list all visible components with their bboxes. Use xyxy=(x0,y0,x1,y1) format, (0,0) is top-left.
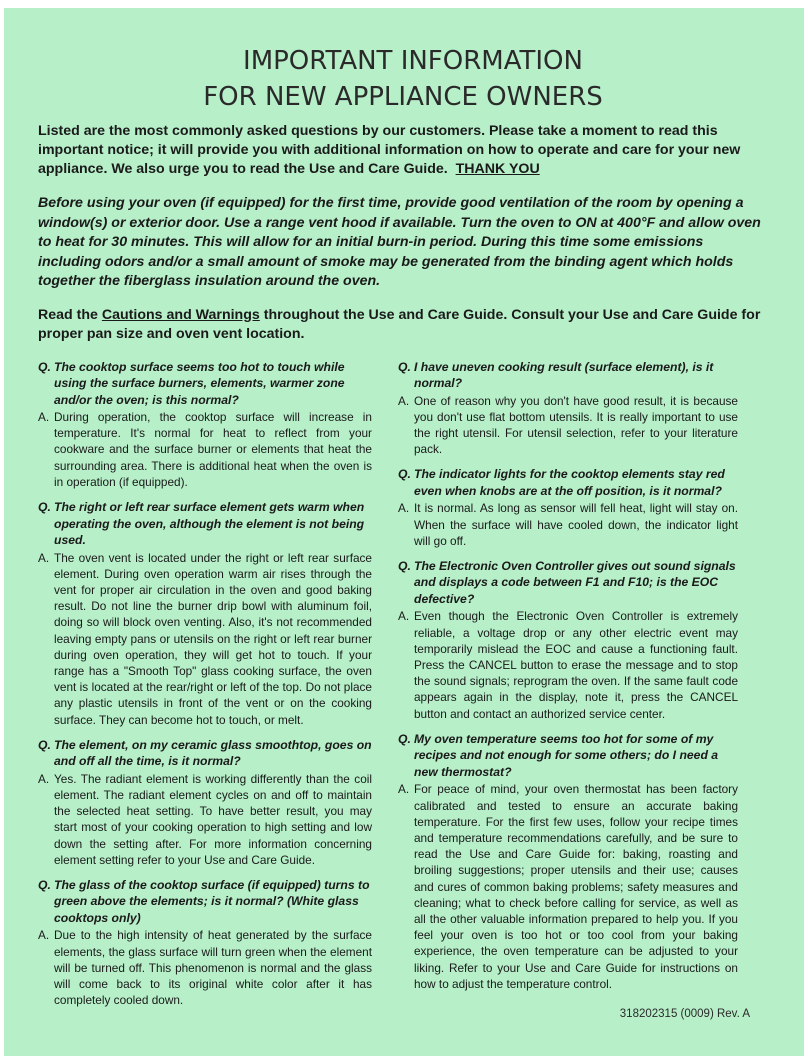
a-marker: A. xyxy=(38,410,50,424)
q-marker: Q. xyxy=(398,359,411,374)
answer-text: Yes. The radiant element is working differently than the coil element. The radiant element cycles on and off to maintain the selected heat setting. To have better result, you may start most of your cooking operation to high setting and low down the setting after. For more information concerning element setting refer to your Use and Care Guide. xyxy=(54,771,372,867)
answer-text: Even though the Electronic Oven Controller is extremely reliable, a voltage drop or any other electric event may temporarily mislead the EOC and cause a functioning fault. Press the CANCEL button to erase the message and to stop the sound signals; reprogram the oven. If the same fault code appears again in the display, note it, press the CANCEL button and contact an authorized service center. xyxy=(414,609,738,721)
question-text: The Electronic Oven Controller gives out sound signals and displays a code between F1 and F10; is the EOC defective? xyxy=(414,558,736,606)
answer-text: Due to the high intensity of heat generated by the surface elements, the glass surface will turn green when the element will be turned off. This phenomenon is normal and the glass will come back to its original white color after it has completely cooled down. xyxy=(54,928,372,1008)
answer xyxy=(398,608,738,721)
answer-text: It is normal. As long as sensor will fell heat, light will stay on. When the surface will have cooled down, the indicator light will go off. xyxy=(414,501,738,548)
question xyxy=(398,359,738,392)
notice-page xyxy=(4,8,804,1056)
q-marker: Q. xyxy=(398,558,411,573)
qa-columns xyxy=(38,359,768,1018)
qa-item xyxy=(398,558,738,722)
document-number: 318202315 (0009) Rev. A xyxy=(619,1008,750,1020)
q-marker: Q. xyxy=(38,500,51,515)
a-marker: A. xyxy=(38,928,50,943)
qa-item xyxy=(398,359,738,458)
cautions-paragraph xyxy=(38,306,768,344)
question xyxy=(38,359,372,409)
answer-text: The oven vent is located under the right or left rear surface element. During oven operation warm air rises through the vent for proper air circulation in the oven and good baking result. Do not line the burner drip bowl with aluminum foil, doing so will block oven venting. Also, it's not recommended leaving empty pans or utensils on the right or left rear burner during oven operation, they will get hot to touch. If your range has a "Smooth Top" glass cooking surface, the oven vent is located at the rear/right or left of the top. Do not place any plastic utensils in front of the vent or on the cooking surface. They can become hot to touch, or melt. xyxy=(54,550,372,727)
answer xyxy=(38,927,372,1008)
first-use-paragraph: Before using your oven (if equipped) for the first time, provide good ventilation of the room by opening a window(s) or exterior door. Use a range vent hood if available. Turn the oven to ON at 400°F and allow oven to heat for 30 minutes. This will allow for an initial burn-in period. During this time some emissions including odors and/or a small amount of smoke may be generated from the binding agent which holds together the fiberglass insulation around the oven. xyxy=(38,195,761,289)
qa-item xyxy=(398,466,738,549)
q-marker: Q. xyxy=(38,737,51,752)
a-marker: A. xyxy=(398,609,410,624)
answer xyxy=(38,771,372,868)
answer-text: One of reason why you don't have good result, it is because you don't use flat bottom utensils. It is really important to use the right utensil. For utensil selection, refer to your literature pack. xyxy=(414,393,738,457)
read-suffix: throughout the Use and Care Guide. Consult your Use and Care Guide for proper pan size and oven vent location. xyxy=(38,306,761,342)
qa-item xyxy=(398,731,738,992)
thank-you: THANK YOU xyxy=(455,161,540,177)
a-marker: A. xyxy=(38,550,50,565)
a-marker: A. xyxy=(398,501,410,516)
q-marker: Q. xyxy=(38,877,51,892)
intro-text: Listed are the most commonly asked questions by our customers. Please take a moment to read this important notice; it will provide you with additional information on how to operate and care for your new appliance. We also urge you to read the Use and Care Guide. xyxy=(38,123,741,177)
question xyxy=(38,877,372,927)
q-marker: Q. xyxy=(398,467,411,482)
read-prefix: Read the xyxy=(38,306,98,323)
intro-paragraph xyxy=(38,122,768,179)
answer xyxy=(398,500,738,549)
question xyxy=(398,558,738,608)
question xyxy=(398,466,738,499)
title-line-1: IMPORTANT INFORMATION xyxy=(243,46,583,76)
answer xyxy=(38,409,372,490)
a-marker: A. xyxy=(398,782,410,797)
question xyxy=(38,499,372,549)
question-text: My oven temperature seems too hot for some of my recipes and not enough for some others; do I need a new thermostat? xyxy=(414,731,719,779)
q-marker: Q. xyxy=(38,359,51,374)
answer xyxy=(398,781,738,992)
question xyxy=(398,731,738,781)
answer xyxy=(38,550,372,728)
qa-item xyxy=(38,877,372,1009)
question xyxy=(38,737,372,770)
title-line-2: FOR NEW APPLIANCE OWNERS xyxy=(203,82,603,112)
question-text: The glass of the cooktop surface (if equipped) turns to green above the elements; is it normal? (White glass cooktops only) xyxy=(54,877,370,925)
question-text: The right or left rear surface element gets warm when operating the oven, although the element is not being used. xyxy=(54,500,365,548)
question-text: The element, on my ceramic glass smoothtop, goes on and off all the time, is it normal? xyxy=(54,737,372,769)
a-marker: A. xyxy=(398,393,410,408)
question-text: The indicator lights for the cooktop elements stay red even when knobs are at the off position, is it normal? xyxy=(414,467,725,498)
left-column xyxy=(38,359,372,1018)
q-marker: Q. xyxy=(398,731,411,746)
cautions-warnings-link: Cautions and Warnings xyxy=(101,306,260,323)
question-text: The cooktop surface seems too hot to touch while using the surface burners, elements, warmer zone and/or the oven; is this normal? xyxy=(54,359,345,407)
answer xyxy=(398,393,738,458)
question-text: I have uneven cooking result (surface element), is it normal? xyxy=(414,359,714,390)
qa-item xyxy=(38,737,372,868)
a-marker: A. xyxy=(38,771,50,786)
qa-item xyxy=(38,359,372,491)
answer-text: For peace of mind, your oven thermostat has been factory calibrated and tested to ensure an accurate baking temperature. For the first few uses, follow your recipe times and temperature recommendations carefully, and be sure to read the Use and Care Guide for: baking, roasting and broiling suggestions; proper utensils and their use; causes and cures of common baking problems; safety measures and cleaning; what to check before calling for service, as well as all the other valuable information prepared to help you. If you feel your oven is too hot or too cool from your baking experience, the oven temperature can be adjusted to your liking. Refer to your Use and Care Guide for instructions on how to adjust the temperature control. xyxy=(414,782,738,991)
right-column xyxy=(398,359,738,1018)
qa-item xyxy=(38,499,372,728)
answer-text: During operation, the cooktop surface will increase in temperature. It's normal for heat to reflect from your cookware and the surface burner or elements that heat the surrounding area. There is additional heat when the oven is in operation (if equipped). xyxy=(54,410,372,489)
